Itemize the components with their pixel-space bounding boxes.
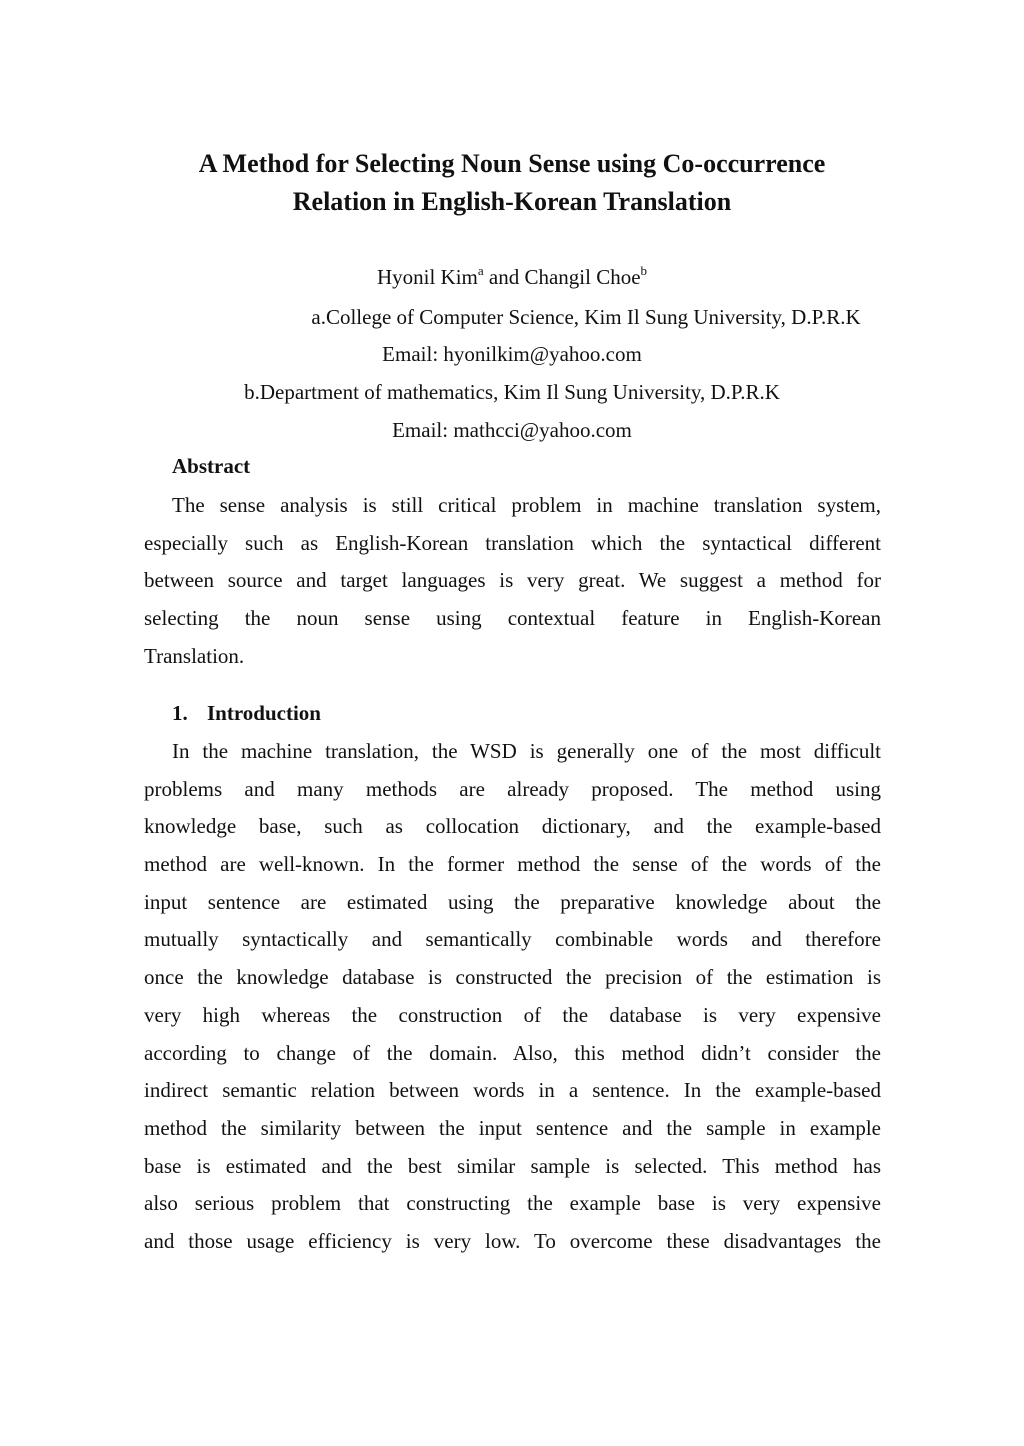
intro-line: method the similarity between the input sentence and the sample in example: [144, 1115, 881, 1140]
affiliation-b: b.Department of mathematics, Kim Il Sung University, D.P.R.K: [244, 380, 780, 404]
abstract-line: The sense analysis is still critical problem in machine translation system,: [172, 493, 881, 517]
paper-title-line-2: Relation in English-Korean Translation: [292, 187, 732, 216]
author-connector: and: [483, 265, 525, 289]
intro-line: and those usage efficiency is very low. To overcome these disadvantages the: [144, 1228, 881, 1253]
introduction-body: [144, 733, 881, 1261]
author-b-name: Changil Choe: [524, 265, 641, 289]
section-title: Introduction: [207, 701, 321, 725]
intro-line: also serious problem that constructing the example base is very expensive: [144, 1191, 881, 1216]
intro-line: mutually syntactically and semantically combinable words and therefore: [144, 927, 881, 952]
author-line: [0, 263, 1024, 291]
intro-line: very high whereas the construction of the database is very expensive: [144, 1002, 881, 1027]
intro-line: base is estimated and the best similar sample is selected. This method has: [144, 1153, 881, 1178]
author-a-name: Hyonil Kim: [376, 265, 478, 289]
author-a-marker: a: [477, 263, 484, 278]
intro-line: In the machine translation, the WSD is generally one of the most difficult: [172, 739, 881, 763]
intro-line: according to change of the domain. Also, this method didn’t consider the: [144, 1040, 881, 1065]
intro-line: problems and many methods are already proposed. The method using: [144, 776, 881, 801]
email-a: Email: hyonilkim@yahoo.com: [382, 342, 642, 366]
intro-line: knowledge base, such as collocation dictionary, and the example-based: [144, 814, 881, 839]
section-number: 1.: [172, 701, 188, 725]
abstract-line: selecting the noun sense using contextual feature in English-Korean: [144, 606, 881, 631]
email-b: Email: mathcci@yahoo.com: [392, 418, 632, 442]
abstract-line: between source and target languages is very great. We suggest a method for: [144, 568, 881, 593]
author-b-marker: b: [640, 263, 648, 278]
abstract-line: especially such as English-Korean translation which the syntactical different: [144, 530, 881, 555]
intro-line: once the knowledge database is constructed the precision of the estimation is: [144, 965, 881, 990]
section-heading-introduction: [172, 699, 321, 727]
abstract-heading: Abstract: [172, 454, 251, 478]
affiliation-a: a.College of Computer Science, Kim Il Sung University, D.P.R.K: [311, 305, 861, 329]
intro-line: input sentence are estimated using the preparative knowledge about the: [144, 889, 881, 914]
abstract-line: Translation.: [144, 643, 245, 668]
intro-line: method are well-known. In the former method the sense of the words of the: [144, 852, 881, 877]
intro-line: indirect semantic relation between words in a sentence. In the example-based: [144, 1078, 881, 1103]
paper-title-line-1: A Method for Selecting Noun Sense using Co-occurrence: [198, 149, 826, 178]
abstract-body: [144, 487, 881, 675]
